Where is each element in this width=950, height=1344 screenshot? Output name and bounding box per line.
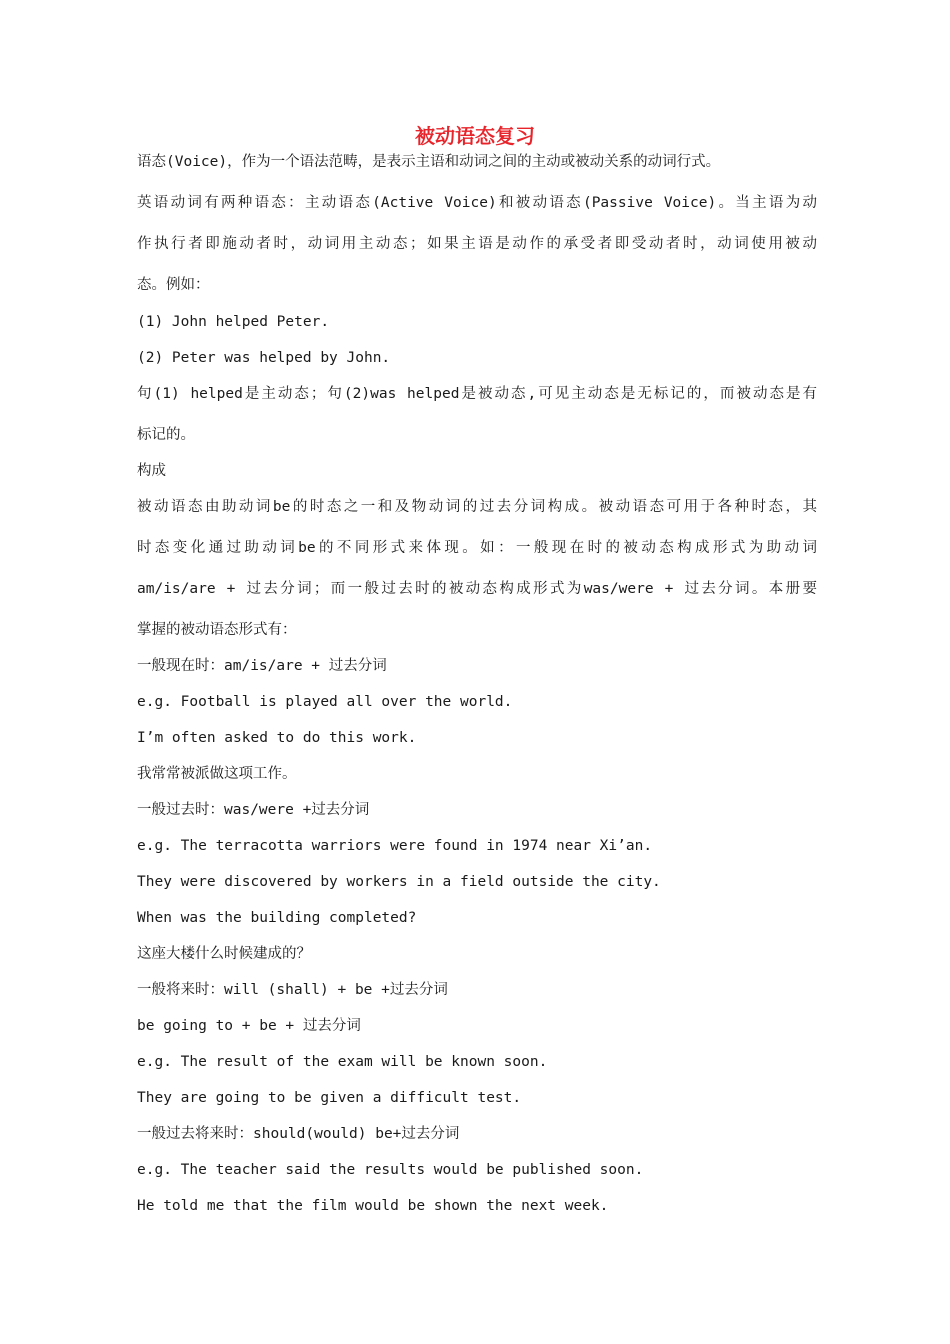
tense-heading: be going to + be + 过去分词: [137, 1018, 361, 1034]
paragraph-line: 作执行者即施动者时，动词用主动态；如果主语是动作的承受者即受动者时，动词使用被动: [137, 236, 817, 252]
example-line: They were discovered by workers in a field outside the city.: [137, 874, 661, 890]
example-line: They are going to be given a difficult test.: [137, 1090, 522, 1106]
paragraph-line: 句(1) helped是主动态；句(2)was helped是被动态,可见主动态是无标记的，而被动态是有: [137, 386, 817, 402]
example-line: When was the building completed?: [137, 910, 417, 926]
example-line: e.g. The terracotta warriors were found in 1974 near Xi’an.: [137, 838, 653, 854]
example-line: (1) John helped Peter.: [137, 314, 330, 330]
translation-line: 这座大楼什么时候建成的？: [137, 946, 311, 962]
paragraph-line: 标记的。: [137, 427, 195, 443]
example-line: e.g. The teacher said the results would be published soon.: [137, 1162, 644, 1178]
paragraph-line: am/is/are + 过去分词；而一般过去时的被动态构成形式为was/were + 过去分词。本册要: [137, 581, 817, 597]
paragraph-line: 语态(Voice)，作为一个语法范畴，是表示主语和动词之间的主动或被动关系的动词行式。: [137, 154, 721, 170]
tense-heading: 一般将来时：will (shall) + be +过去分词: [137, 982, 448, 998]
paragraph-line: 时态变化通过助动词be的不同形式来体现。如：一般现在时的被动态构成形式为助动词: [137, 540, 817, 556]
section-heading: 构成: [137, 463, 166, 479]
paragraph-line: 英语动词有两种语态：主动语态(Active Voice)和被动语态(Passive Voice)。当主语为动: [137, 195, 817, 211]
example-line: e.g. Football is played all over the world.: [137, 694, 513, 710]
example-line: He told me that the film would be shown the next week.: [137, 1198, 609, 1214]
paragraph-line: 被动语态由助动词be的时态之一和及物动词的过去分词构成。被动语态可用于各种时态，其: [137, 499, 817, 515]
paragraph-line: 态。例如：: [137, 277, 210, 293]
tense-heading: 一般过去将来时：should(would) be+过去分词: [137, 1126, 460, 1142]
example-line: e.g. The result of the exam will be known soon.: [137, 1054, 548, 1070]
translation-line: 我常常被派做这项工作。: [137, 766, 297, 782]
paragraph-line: 掌握的被动语态形式有：: [137, 622, 297, 638]
page-title: 被动语态复习: [415, 124, 535, 148]
tense-heading: 一般现在时：am/is/are + 过去分词: [137, 658, 387, 674]
tense-heading: 一般过去时：was/were +过去分词: [137, 802, 370, 818]
example-line: I’m often asked to do this work.: [137, 730, 417, 746]
example-line: (2) Peter was helped by John.: [137, 350, 391, 366]
